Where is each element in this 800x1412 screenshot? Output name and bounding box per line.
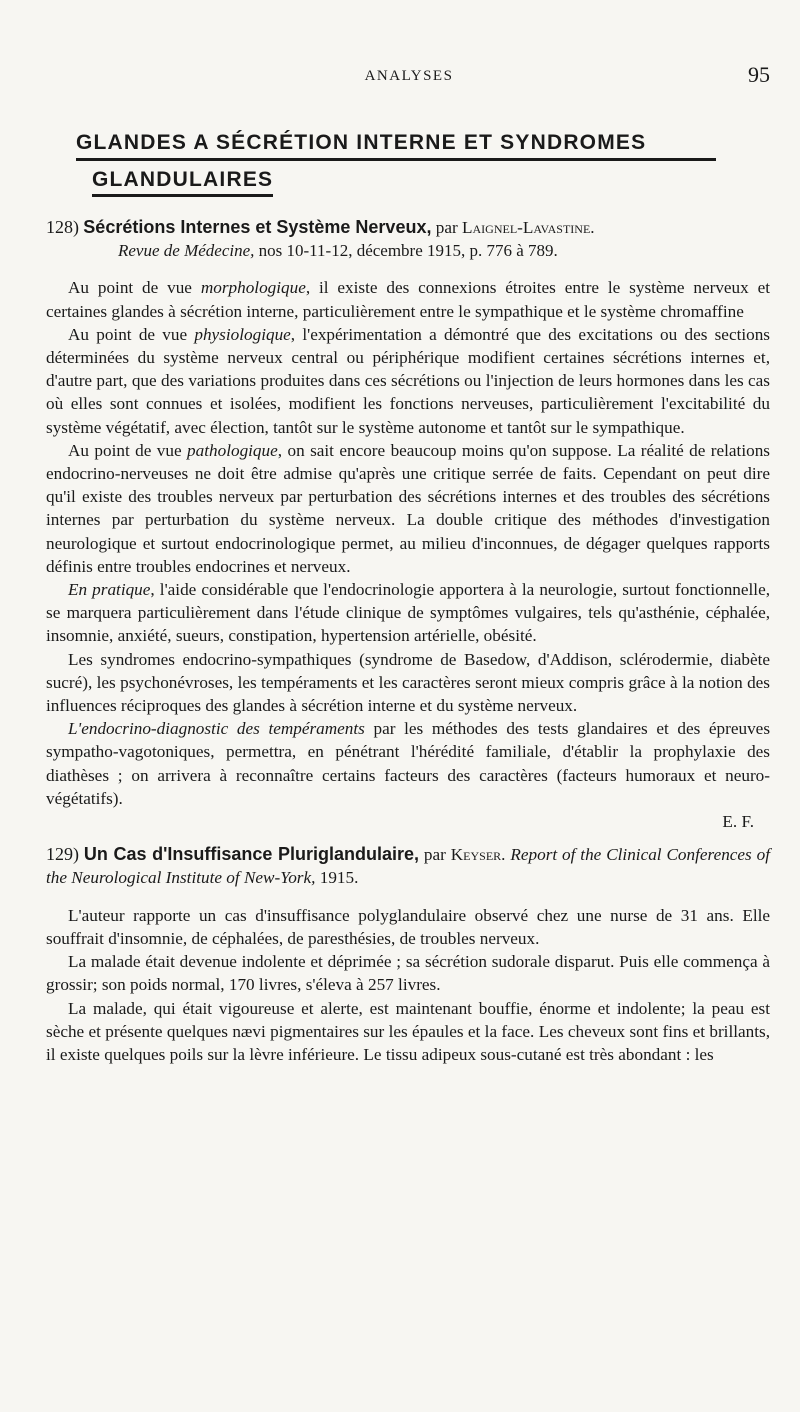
entry-128-heading — [46, 216, 770, 239]
entry-128-journal: Revue de Médecine, — [118, 241, 255, 261]
entry-128-paragraph-2 — [46, 323, 770, 439]
entry-129-by: par — [423, 845, 446, 865]
body-text — [46, 216, 770, 1066]
page-number: 95 — [748, 62, 770, 87]
p6-text: par les méthodes des tests glandaires et des épreuves sympatho-vagotoniques, permettra, en pénétrant l'hérédité familiale, d'établir la prophylaxie des diathèses ; on arrivera à reconnaître certains facteurs des caractères (facteurs humoraux et neuro-végétatifs). — [46, 719, 771, 808]
entry-129-year: 1915. — [319, 868, 359, 888]
entry-129-paragraph-3: La malade, qui était vigoureuse et alerte, est maintenant bouffie, énorme et indolente; la peau est sèche et présente quelques nævi pigmentaires sur les épaules et la face. Les cheveux sont fins et brillants, il existe quelques poils sur la lèvre inférieure. Le tissu adipeux sous-cutané est très abondant : les — [46, 998, 770, 1064]
p6-term: L'endocrino-diagnostic des tempéraments — [68, 719, 365, 739]
section-title-line1: GLANDES A SÉCRÉTION INTERNE ET SYNDROMES — [76, 128, 716, 161]
entry-129-heading — [46, 843, 770, 889]
entry-129-author: Keyser. — [450, 845, 506, 865]
entry-129-number: 129) — [46, 844, 79, 865]
entry-129-paragraph-1: L'auteur rapporte un cas d'insuffisance polyglandulaire observé chez une nurse de 31 ans. Elle souffrait d'insomnie, de céphalées, de paresthésies, de troubles nerveux. — [46, 905, 770, 948]
entry-129-title: Un Cas d'Insuffisance Pluriglandulaire, — [83, 844, 420, 865]
entry-128-signature: E. F. — [722, 812, 754, 832]
entry-128-paragraph-3 — [46, 439, 770, 578]
entry-128-number: 128) — [46, 217, 79, 237]
p4-term: En pratique — [68, 580, 151, 600]
p3-term: pathologique — [187, 440, 278, 460]
running-head: ANALYSES — [364, 68, 454, 84]
p1-text: , il existe des connexions étroites entre le système nerveux et certaines glandes à sécrétion interne, particulièrement entre le sympathique et le système chromaffine — [46, 278, 771, 321]
entry-128-by: par — [435, 218, 458, 237]
entry-128-author: Laignel-Lavastine. — [462, 218, 595, 237]
entry-128-paragraph-6 — [46, 717, 770, 810]
p1-lead: Au point de vue — [68, 278, 192, 298]
entry-128-citation — [46, 239, 770, 262]
page-header — [48, 62, 770, 92]
p2-lead: Au point de vue — [68, 324, 188, 344]
spacer — [46, 890, 770, 904]
entry-128-paragraph-5: Les syndromes endocrino-sympathiques (syndrome de Basedow, d'Addison, sclérodermie, diabète sucré), les psychonévroses, les tempéraments et les caractères seront mieux compris grâce à la notion des influences réciproques des glandes à sécrétion interne et du système nerveux. — [46, 649, 770, 716]
p2-term: physiologique — [194, 324, 291, 344]
entry-128-title: Sécrétions Internes et Système Nerveux, — [83, 217, 432, 237]
entry-129-journal: Report of the Clinical Conferences of the Neurological Institute of New-York, — [46, 845, 770, 888]
entry-128-paragraph-4 — [46, 578, 770, 648]
p3-lead: Au point de vue — [68, 440, 182, 460]
section-title-line2: GLANDULAIRES — [92, 166, 273, 197]
entry-128-paragraph-1 — [46, 276, 770, 322]
p2-text: , l'expérimentation a démontré que des excitations ou des sections déterminées du système nerveux central ou périphérique modifient certaines sécrétions internes et, d'autre part, que des variations produites dans ces sécrétions ou l'injection de leurs hormones dans les cas où elles sont connues et isolées, modifient les fonctions nerveuses, particulièrement l'excitabilité du système végétatif, avec élection, tantôt sur le système autonome et tantôt sur le sympathique. — [46, 324, 770, 437]
p3-text: , on sait encore beaucoup moins qu'on suppose. La réalité de relations endocrino-nerveuses ne doit être admise qu'après une critique serrée de faits. Cependant on peut dire qu'il existe des troubles nerveux par perturbation des sécrétions internes et des troubles des sécrétions internes par perturbation du système nerveux. La double critique des méthodes d'investigation neurologique et surtout endocrinologique permet, au milieu d'inconnues, de dégager quelques rapports définis entre troubles endocrines et nerveux. — [46, 440, 770, 576]
p4-text: , l'aide considérable que l'endocrinologie apportera à la neurologie, surtout fonctionnelle, se marquera particulièrement dans l'étude clinique de symptômes vulgaires, tels qu'asthénie, céphalée, insomnie, anxiété, sueurs, constipation, hypertension artérielle, obésité. — [46, 580, 770, 646]
p1-term: morphologique — [200, 278, 306, 298]
entry-128-details: nos 10-11-12, décembre 1915, p. 776 à 789. — [258, 241, 558, 261]
entry-129-paragraph-2: La malade était devenue indolente et déprimée ; sa sécrétion sudorale disparut. Puis elle commença à grossir; son poids normal, 170 livres, s'éleva à 257 livres. — [46, 952, 770, 995]
